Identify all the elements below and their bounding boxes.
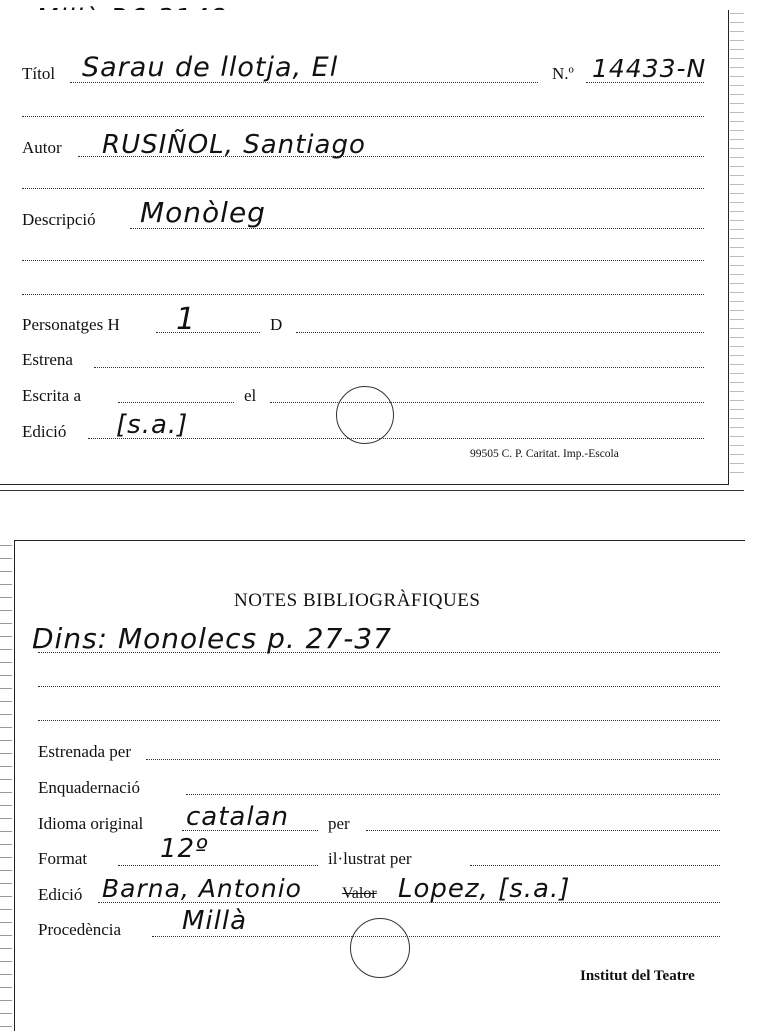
page-divider [0, 490, 744, 491]
idioma-per-line [366, 830, 720, 831]
format-label: Format [38, 849, 88, 868]
estrena-line [94, 367, 704, 368]
blank-line [38, 720, 720, 721]
format-value: 12º [160, 834, 209, 864]
punch-hole [336, 386, 394, 444]
procedencia-value: Millà [182, 906, 248, 936]
edicio2-label: Edició [38, 885, 83, 904]
descripcio-label: Descripció [22, 210, 96, 229]
personatges-d-line [296, 332, 704, 333]
estrena-label: Estrena [22, 350, 73, 369]
blank-line [22, 260, 704, 261]
personatges-label: Personatges H [22, 315, 120, 334]
el-label: el [244, 386, 257, 405]
titol-value: Sarau de llotja, El [82, 52, 339, 83]
illustrat-line [470, 865, 720, 866]
edicio2-value-struck: Valor [342, 885, 377, 902]
enquadernacio-line [186, 794, 720, 795]
el-line [270, 402, 704, 403]
descripcio-value: Monòleg [140, 196, 266, 229]
personatges-h-value: 1 [176, 302, 197, 337]
blank-line [38, 686, 720, 687]
card-edge-shadow [730, 10, 744, 480]
edicio2-value-a: Barna, Antonio [102, 874, 302, 903]
blank-line [22, 294, 704, 295]
numero-label: N.º [552, 64, 574, 83]
personatges-h-line [156, 332, 260, 333]
enquadernacio-label: Enquadernació [38, 778, 140, 797]
escrita-label: Escrita a [22, 386, 81, 405]
dins-value: Dins: Monolecs p. 27-37 [32, 622, 392, 655]
escrita-line [118, 402, 234, 403]
procedencia-line [152, 936, 720, 937]
idioma-value: catalan [186, 802, 289, 832]
format-line [118, 865, 318, 866]
blank-line [22, 116, 704, 117]
estrenada-label: Estrenada per [38, 742, 131, 761]
personatges-d-label: D [270, 315, 283, 334]
edicio2-value-b: Lopez, [s.a.] [398, 874, 571, 904]
edicio-value: [s.a.] [116, 410, 189, 440]
autor-label: Autor [22, 138, 62, 157]
printer-note: 99505 C. P. Caritat. Imp.-Escola [470, 448, 619, 460]
illustrat-label: il·lustrat per [328, 849, 412, 868]
punch-hole [350, 918, 410, 978]
card-edge-speckle [0, 540, 12, 1028]
institut-footer: Institut del Teatre [580, 968, 695, 984]
estrenada-line [146, 759, 720, 760]
procedencia-label: Procedència [38, 920, 122, 939]
notes-heading: NOTES BIBLIOGRÀFIQUES [234, 590, 481, 611]
numero-value: 14433-N [592, 54, 707, 83]
idioma-label: Idioma original [38, 814, 144, 833]
autor-value: RUSIÑOL, Santiago [102, 130, 366, 160]
blank-line [22, 188, 704, 189]
edicio-label: Edició [22, 422, 67, 441]
titol-label: Títol [22, 64, 56, 83]
idioma-per-label: per [328, 814, 350, 833]
